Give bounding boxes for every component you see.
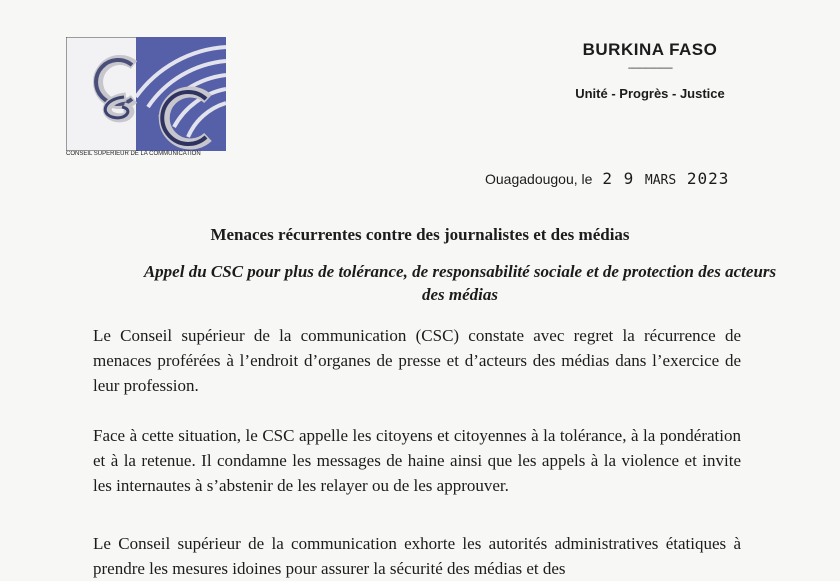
country-name: BURKINA FASO (582, 40, 718, 59)
logo-caption: CONSEIL SUPERIEUR DE LA COMMUNICATION (66, 151, 201, 157)
csc-logo (66, 37, 226, 165)
dateline (485, 169, 729, 188)
paragraph-3: Le Conseil supérieur de la communication exhorte les autorités administratives étatiques à prendre les mesures idoines pour assurer la sécurité des médias et des (93, 534, 741, 578)
csc-logo-emblem (66, 37, 226, 151)
date-place: Ouagadougou, le (485, 171, 593, 187)
document-subtitle: Appel du CSC pour plus de tolérance, de responsabilité sociale et de protection des acteurs des médias (143, 262, 777, 304)
date-month: MARS (644, 173, 677, 188)
date-year: 2023 (686, 169, 730, 188)
paragraph-1: Le Conseil supérieur de la communication (CSC) constate avec regret la récurrence de menaces proférées à l’endroit d’organes de presse et d’acteurs des médias dans l’exercice de leur profession. (93, 326, 741, 395)
national-motto: Unité - Progrès - Justice (575, 86, 725, 101)
date-stamp (602, 169, 729, 188)
separator-line: ------------------- (627, 63, 673, 74)
date-day: 2 9 (602, 169, 635, 188)
paragraph-2: Face à cette situation, le CSC appelle les citoyens et citoyennes à la tolérance, à la pondération et à la retenue. Il condamne les messages de haine ainsi que les appels à la violence et invite les internautes à s’abstenir de les relayer ou de les approuver. (93, 426, 741, 495)
letterhead (545, 40, 755, 101)
document-title: Menaces récurrentes contre des journalistes et des médias (210, 225, 630, 244)
